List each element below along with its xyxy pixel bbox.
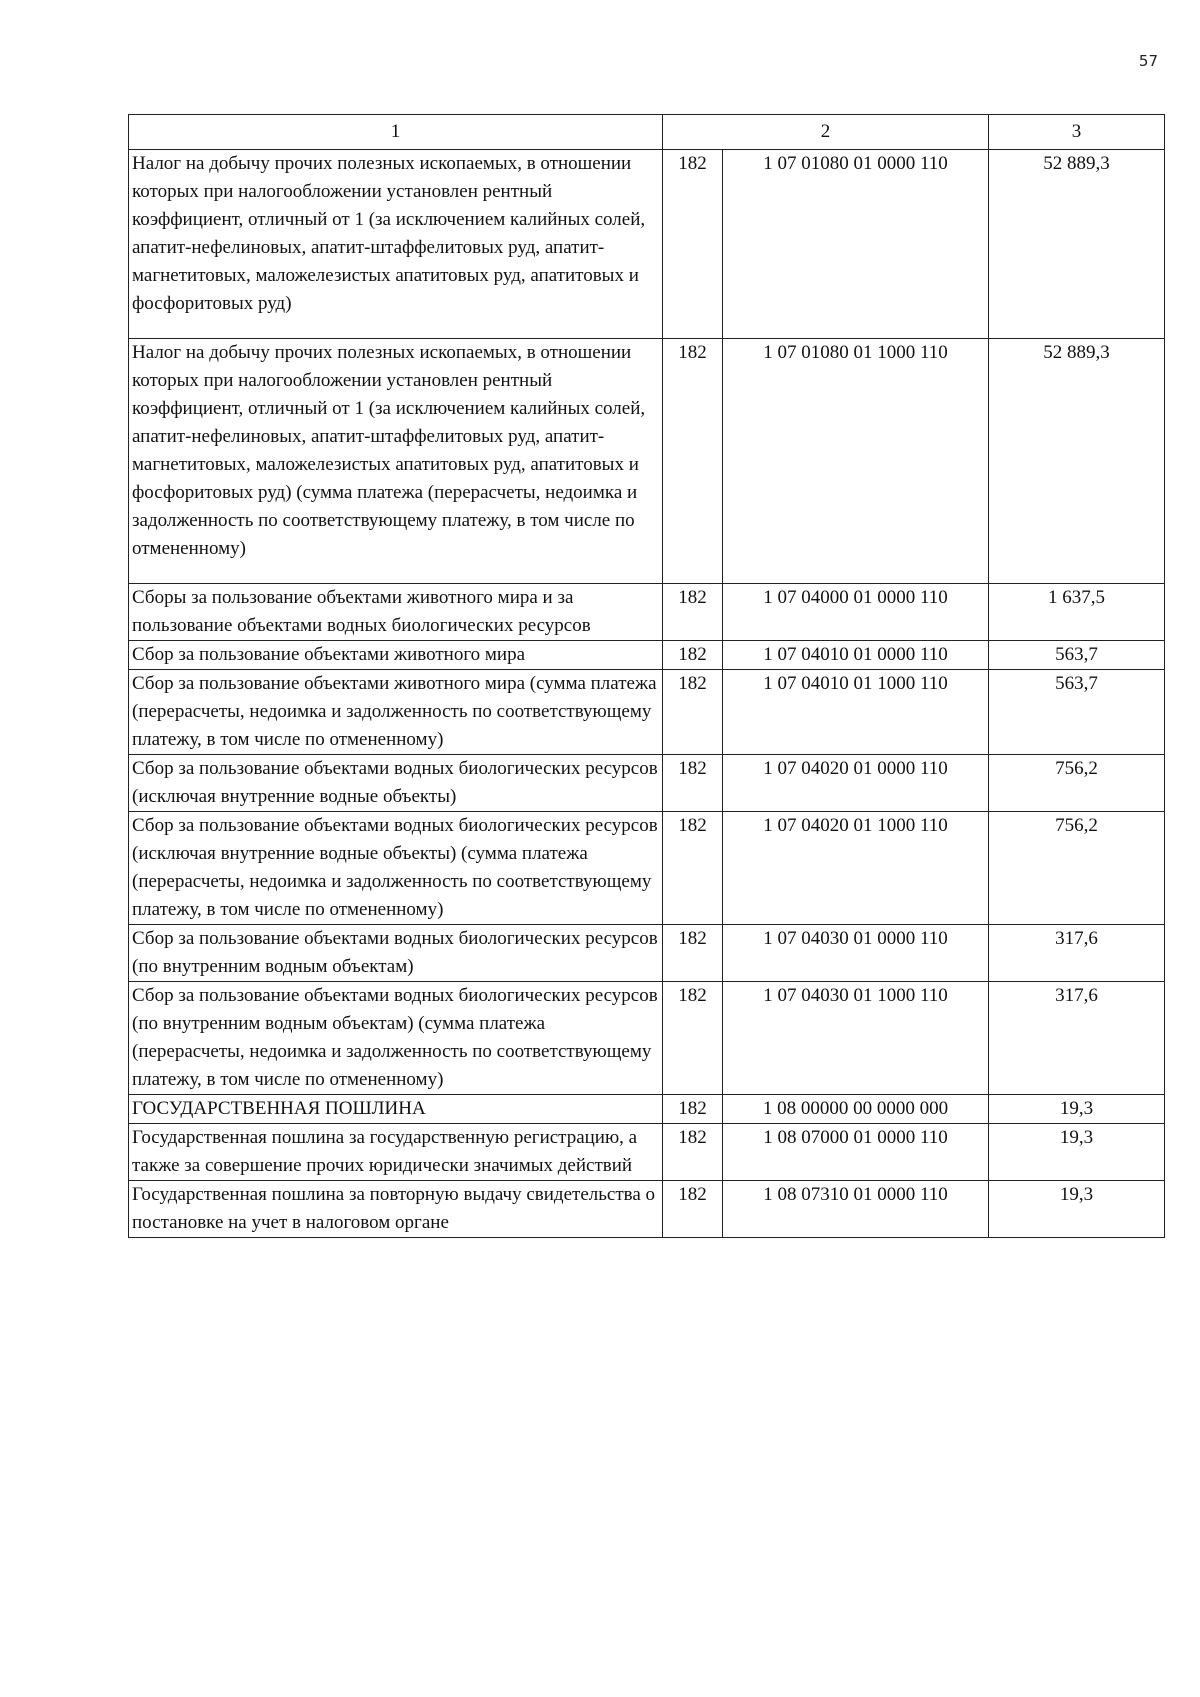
- row-sum: 563,7: [989, 641, 1165, 670]
- row-admin-code: 182: [663, 1124, 723, 1181]
- table-row: [129, 339, 1165, 584]
- table-row: [129, 755, 1165, 812]
- table-row: [129, 812, 1165, 925]
- page-number: 57: [1138, 52, 1158, 70]
- row-budget-code: 1 07 04010 01 0000 110: [723, 641, 989, 670]
- row-admin-code: 182: [663, 1181, 723, 1238]
- header-col-1: 1: [129, 115, 663, 150]
- row-sum: 52 889,3: [989, 339, 1165, 584]
- row-name: Государственная пошлина за государственную регистрацию, а также за совершение прочих юридически значимых действий: [129, 1124, 663, 1181]
- row-admin-code: 182: [663, 339, 723, 584]
- row-budget-code: 1 08 07310 01 0000 110: [723, 1181, 989, 1238]
- row-name: Налог на добычу прочих полезных ископаемых, в отношении которых при налогообложении установлен рентный коэффициент, отличный от 1 (за исключением калийных солей, апатит-нефелиновых, апатит-штаффелитовых руд, апатит-магнетитовых, маложелезистых апатитовых руд, апатитовых и фосфоритовых руд) (сумма платежа (перерасчеты, недоимка и задолженность по соответствующему платежу, в том числе по отмененному): [129, 339, 663, 584]
- row-name: Государственная пошлина за повторную выдачу свидетельства о постановке на учет в налоговом органе: [129, 1181, 663, 1238]
- row-sum: 756,2: [989, 755, 1165, 812]
- row-sum: 1 637,5: [989, 584, 1165, 641]
- row-admin-code: 182: [663, 641, 723, 670]
- row-admin-code: 182: [663, 755, 723, 812]
- row-budget-code: 1 07 04020 01 0000 110: [723, 755, 989, 812]
- row-name: Сбор за пользование объектами водных биологических ресурсов (по внутренним водным объектам) (сумма платежа (перерасчеты, недоимка и задолженность по соответствующему платежу, в том числе по отмененному): [129, 982, 663, 1095]
- row-sum: 317,6: [989, 982, 1165, 1095]
- table-row: [129, 641, 1165, 670]
- row-sum: 756,2: [989, 812, 1165, 925]
- row-sum: 563,7: [989, 670, 1165, 755]
- row-sum: 52 889,3: [989, 150, 1165, 339]
- table-row: [129, 670, 1165, 755]
- table-row: [129, 1124, 1165, 1181]
- row-name: ГОСУДАРСТВЕННАЯ ПОШЛИНА: [129, 1095, 663, 1124]
- header-col-3: 3: [989, 115, 1165, 150]
- table-row: [129, 982, 1165, 1095]
- table-row: [129, 1095, 1165, 1124]
- row-sum: 19,3: [989, 1124, 1165, 1181]
- row-name: Сбор за пользование объектами животного мира: [129, 641, 663, 670]
- table-row: [129, 150, 1165, 339]
- table-header-row: [129, 115, 1165, 150]
- row-sum: 317,6: [989, 925, 1165, 982]
- row-budget-code: 1 07 04000 01 0000 110: [723, 584, 989, 641]
- row-name: Налог на добычу прочих полезных ископаемых, в отношении которых при налогообложении установлен рентный коэффициент, отличный от 1 (за исключением калийных солей, апатит-нефелиновых, апатит-штаффелитовых руд, апатит-магнетитовых, маложелезистых апатитовых руд, апатитовых и фосфоритовых руд): [129, 150, 663, 339]
- row-budget-code: 1 08 07000 01 0000 110: [723, 1124, 989, 1181]
- row-budget-code: 1 07 04010 01 1000 110: [723, 670, 989, 755]
- row-name: Сбор за пользование объектами водных биологических ресурсов (исключая внутренние водные объекты) (сумма платежа (перерасчеты, недоимка и задолженность по соответствующему платежу, в том числе по отмененному): [129, 812, 663, 925]
- row-admin-code: 182: [663, 150, 723, 339]
- row-sum: 19,3: [989, 1181, 1165, 1238]
- row-admin-code: 182: [663, 925, 723, 982]
- row-name: Сбор за пользование объектами водных биологических ресурсов (исключая внутренние водные объекты): [129, 755, 663, 812]
- revenue-table: [128, 114, 1165, 1238]
- row-budget-code: 1 07 04030 01 1000 110: [723, 982, 989, 1095]
- row-sum: 19,3: [989, 1095, 1165, 1124]
- row-budget-code: 1 07 04020 01 1000 110: [723, 812, 989, 925]
- row-admin-code: 182: [663, 584, 723, 641]
- row-budget-code: 1 07 04030 01 0000 110: [723, 925, 989, 982]
- table-row: [129, 925, 1165, 982]
- row-name: Сбор за пользование объектами водных биологических ресурсов (по внутренним водным объектам): [129, 925, 663, 982]
- row-budget-code: 1 07 01080 01 1000 110: [723, 339, 989, 584]
- table-row: [129, 1181, 1165, 1238]
- row-admin-code: 182: [663, 982, 723, 1095]
- row-budget-code: 1 07 01080 01 0000 110: [723, 150, 989, 339]
- row-name: Сбор за пользование объектами животного мира (сумма платежа (перерасчеты, недоимка и задолженность по соответствующему платежу, в том числе по отмененному): [129, 670, 663, 755]
- header-col-2: 2: [663, 115, 989, 150]
- row-budget-code: 1 08 00000 00 0000 000: [723, 1095, 989, 1124]
- row-admin-code: 182: [663, 1095, 723, 1124]
- row-admin-code: 182: [663, 670, 723, 755]
- row-name: Сборы за пользование объектами животного мира и за пользование объектами водных биологических ресурсов: [129, 584, 663, 641]
- row-admin-code: 182: [663, 812, 723, 925]
- table-row: [129, 584, 1165, 641]
